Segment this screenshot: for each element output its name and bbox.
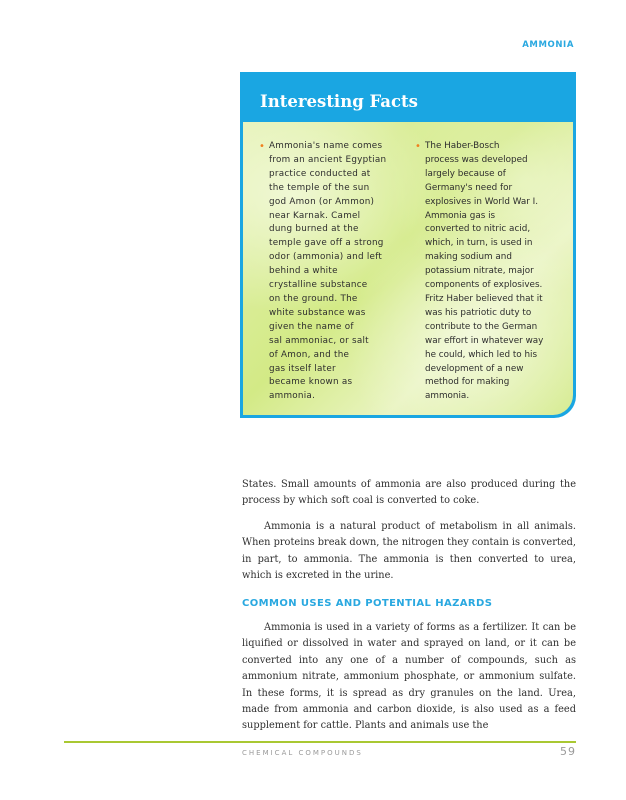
fact-line: war effort in whatever way: [425, 335, 544, 346]
fact-line: white substance was: [269, 307, 366, 318]
fact-line: behind a white: [269, 266, 338, 277]
fact-line: which, in turn, is used in: [425, 238, 533, 249]
fact-line: became known as: [269, 377, 353, 388]
body-text-top: [242, 477, 576, 584]
fact-line: largely because of: [425, 168, 506, 179]
fact-line: converted to nitric acid,: [425, 224, 531, 235]
fact-line: on the ground. The: [269, 293, 358, 304]
fact-line: method for making: [425, 377, 510, 388]
fact-line: near Karnak. Camel: [269, 210, 361, 221]
fact-line: gas itself later: [269, 363, 336, 374]
footer-rule: [64, 741, 576, 743]
paragraph: Ammonia is used in a variety of forms as a fertilizer. It can be liquified or dissolved in water and sprayed on land, or it can be converted into any one of a number of compounds, such as ammonium nitrate, ammonium phosphate, or ammonium sulfate. In these forms, it is spread as dry granules on the land. Urea, made from ammonia and carbon dioxide, is also used as a feed supplement for cattle. Plants and animals use the: [242, 622, 576, 732]
paragraph: States. Small amounts of ammonia are also produced during the process by which soft coal is converted to coke.: [242, 479, 576, 507]
fact-line: practice conducted at: [269, 168, 371, 179]
fact-line: of Amon, and the: [269, 349, 350, 360]
footer-label: CHEMICAL COMPOUNDS: [242, 749, 363, 757]
fact-line: ammonia.: [425, 391, 470, 402]
fact-line: he could, which led to his: [425, 349, 538, 360]
fact-right: [415, 140, 573, 404]
fact-line: The Haber-Bosch: [425, 141, 500, 151]
facts-title: Interesting Facts: [260, 92, 418, 111]
fact-line: process was developed: [425, 154, 528, 165]
page-number: 59: [560, 745, 576, 758]
fact-line: contribute to the German: [425, 321, 538, 332]
fact-line: components of explosives.: [425, 280, 543, 291]
fact-line: Fritz Haber believed that it: [425, 293, 543, 304]
fact-line: sal ammoniac, or salt: [269, 335, 369, 346]
interesting-facts-box: [240, 72, 576, 418]
fact-line: temple gave off a strong: [269, 238, 384, 249]
bullet-icon: •: [259, 141, 266, 152]
fact-line: ammonia.: [269, 391, 316, 402]
facts-body: [243, 122, 573, 415]
paragraph: Ammonia is a natural product of metabolism in all animals. When proteins break down, the nitrogen they contain is converted, in part, to ammonia. The ammonia is then converted to urea, which is excreted in the urine.: [242, 520, 576, 582]
fact-line: crystalline substance: [269, 280, 368, 291]
fact-line: odor (ammonia) and left: [269, 252, 383, 263]
fact-line: god Amon (or Ammon): [269, 196, 375, 207]
body-text-bottom: [242, 620, 576, 735]
fact-line: Germany's need for: [425, 182, 513, 193]
fact-line: from an ancient Egyptian: [269, 154, 387, 165]
fact-line: development of a new: [425, 363, 524, 374]
fact-left: [259, 140, 417, 404]
fact-line: explosives in World War I.: [425, 196, 539, 207]
fact-line: Ammonia's name comes: [269, 141, 383, 151]
running-head: AMMONIA: [522, 40, 574, 50]
fact-line: potassium nitrate, major: [425, 266, 534, 277]
fact-line: given the name of: [269, 321, 354, 332]
fact-line: was his patriotic duty to: [425, 307, 532, 318]
fact-line: dung burned at the: [269, 224, 359, 235]
section-heading: COMMON USES AND POTENTIAL HAZARDS: [242, 598, 493, 609]
fact-line: the temple of the sun: [269, 182, 370, 193]
fact-line: Ammonia gas is: [425, 210, 496, 221]
fact-line: making sodium and: [425, 252, 512, 263]
bullet-icon: •: [415, 141, 421, 152]
